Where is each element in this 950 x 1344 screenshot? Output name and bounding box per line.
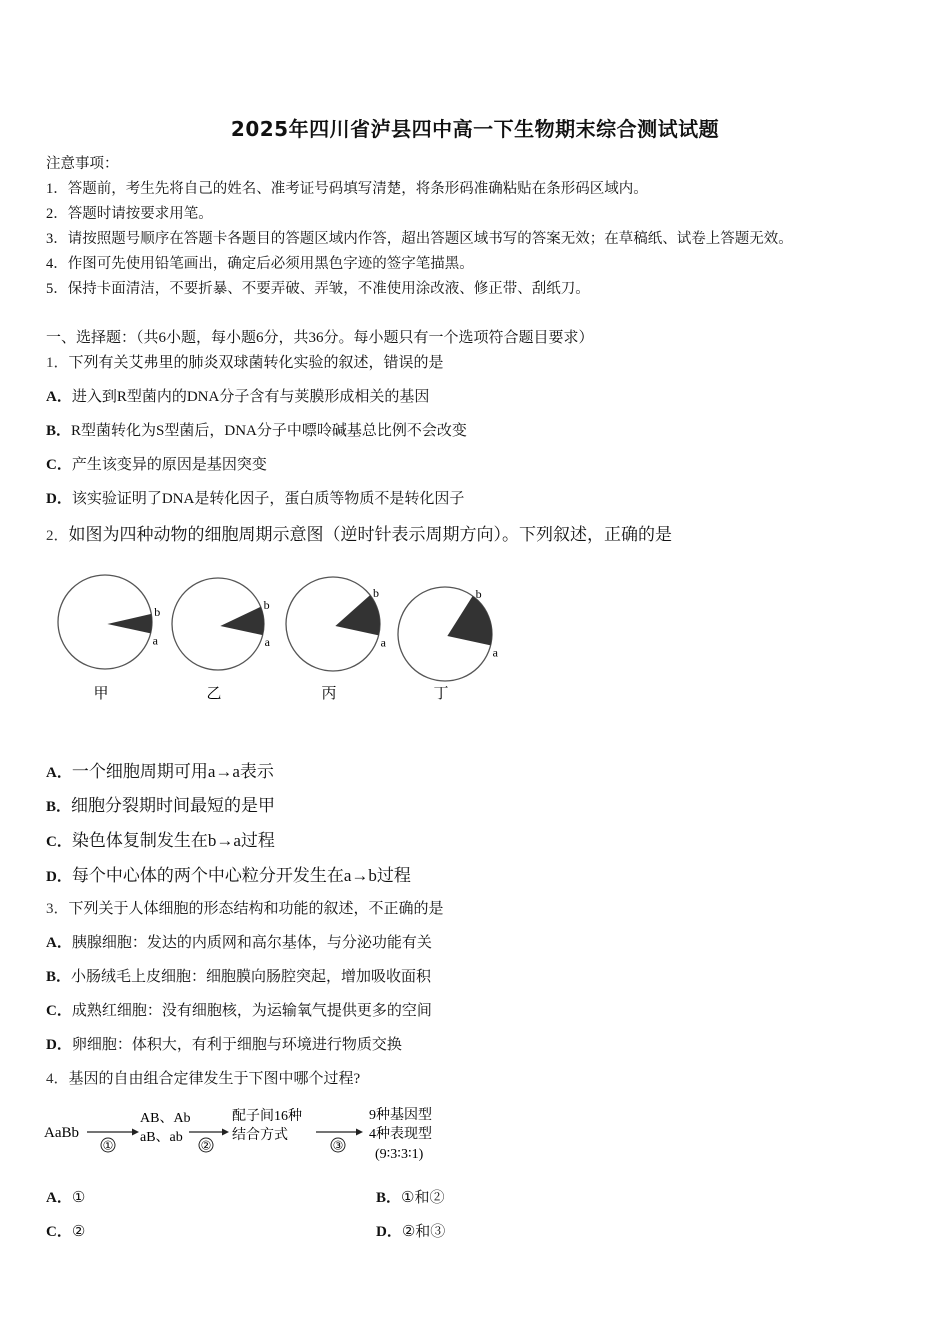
question-number: 1． (46, 355, 69, 371)
point-a-label: a (380, 635, 386, 650)
q2-option-c[interactable] (46, 826, 275, 851)
option-label: B． (46, 969, 72, 985)
q2-option-a[interactable] (46, 757, 274, 782)
question-stem: 下列有关艾弗里的肺炎双球菌转化实验的叙述，错误的是 (68, 355, 444, 371)
option-text: 该实验证明了DNA是转化因子，蛋白质等物质不是转化因子 (71, 491, 465, 507)
option-label: D． (46, 1037, 72, 1053)
division-phase-wedge (220, 607, 264, 635)
option-text: 每个中心体的两个中心粒分开发生在a→b过程 (71, 866, 411, 885)
point-b-label: b (475, 586, 482, 601)
q3-option-d[interactable] (46, 1033, 402, 1054)
notice-item: 1．答题前，考生先将自己的姓名、准考证号码填写清楚，将条形码准确粘贴在条形码区域内。 (46, 181, 648, 197)
section-heading: 一、选择题：（共6小题，每小题6分，共36分。每小题只有一个选项符合题目要求） (46, 330, 594, 346)
notice-item: 2．答题时请按要求用笔。 (46, 206, 213, 222)
q1-option-d[interactable] (46, 487, 464, 508)
arrow-2-head (222, 1129, 229, 1136)
cell-cycle-4 (398, 587, 499, 702)
q3-option-c[interactable] (46, 999, 432, 1020)
q4-option-c[interactable] (46, 1220, 85, 1241)
q2-option-d[interactable] (46, 861, 411, 886)
option-text: 成熟红细胞：没有细胞核，为运输氧气提供更多的空间 (71, 1003, 432, 1019)
step-3-label: ③ (332, 1138, 344, 1153)
arrow-1-head (132, 1129, 139, 1136)
question-4 (46, 1067, 360, 1088)
option-label: B． (46, 799, 72, 815)
page-title: 2025年四川省泸县四中高一下生物期末综合测试试题 (230, 117, 720, 141)
question-3 (46, 897, 444, 918)
question-number: 2． (46, 528, 69, 544)
cell-cycle-figure (50, 560, 520, 710)
question-stem: 下列关于人体细胞的形态结构和功能的叙述，不正确的是 (68, 901, 444, 917)
option-text: 卵细胞：体积大，有利于细胞与环境进行物质交换 (71, 1037, 402, 1053)
option-text: ① (71, 1190, 86, 1206)
option-text: 染色体复制发生在b→a过程 (71, 831, 275, 850)
option-label: B． (376, 1190, 402, 1206)
option-text: 细胞分裂期时间最短的是甲 (71, 796, 276, 815)
combination-line-2: 结合方式 (232, 1128, 288, 1143)
q1-option-b[interactable] (46, 419, 467, 440)
option-text: ②和③ (401, 1224, 446, 1240)
q4-option-b[interactable] (376, 1186, 444, 1207)
cycle-label: 甲 (93, 686, 109, 702)
step-1-label: ① (102, 1138, 114, 1153)
option-text: ①和② (401, 1190, 445, 1206)
point-b-label: b (154, 604, 161, 619)
option-label: A． (46, 765, 72, 781)
gene-process-figure (44, 1100, 464, 1170)
option-label: A． (46, 1190, 72, 1206)
option-label: C． (46, 457, 72, 473)
division-phase-wedge (447, 596, 492, 645)
cell-cycle-2 (172, 578, 271, 702)
division-phase-wedge (107, 614, 152, 634)
start-genotype: AaBb (44, 1125, 79, 1141)
option-label: C． (46, 834, 72, 850)
cell-cycle-1 (58, 575, 160, 702)
point-b-label: b (373, 586, 380, 601)
notice-item: 5．保持卡面清洁，不要折暴、不要弄破、弄皱，不准使用涂改液、修正带、刮纸刀。 (46, 281, 590, 297)
q2-option-b[interactable] (46, 791, 275, 816)
option-text: 产生该变异的原因是基因突变 (71, 457, 267, 473)
option-text: R型菌转化为S型菌后，DNA分子中嘌呤碱基总比例不会改变 (71, 423, 467, 439)
option-label: D． (376, 1224, 402, 1240)
notice-item: 3．请按照题号顺序在答题卡各题目的答题区域内作答，超出答题区域书写的答案无效；在草稿纸、试卷上答题无效。 (46, 231, 793, 247)
notice-heading: 注意事项： (46, 156, 119, 172)
step-2-label: ② (200, 1138, 212, 1153)
combination-line-1: 配子间16种 (232, 1109, 302, 1124)
question-2 (46, 520, 672, 545)
question-stem: 基因的自由组合定律发生于下图中哪个过程? (68, 1071, 361, 1087)
option-label: A． (46, 935, 72, 951)
option-text: 进入到R型菌内的DNA分子含有与荚膜形成相关的基因 (71, 389, 430, 405)
cycle-label: 丙 (321, 686, 337, 702)
arrow-3-head (356, 1129, 363, 1136)
point-b-label: b (263, 597, 270, 612)
question-stem: 如图为四种动物的细胞周期示意图（逆时针表示周期方向）。下列叙述，正确的是 (68, 525, 673, 544)
option-label: B． (46, 423, 72, 439)
option-label: A． (46, 389, 72, 405)
q1-option-c[interactable] (46, 453, 267, 474)
cycle-label: 丁 (433, 686, 449, 702)
option-text: 小肠绒毛上皮细胞：细胞膜向肠腔突起，增加吸收面积 (71, 969, 432, 985)
cell-cycle-3 (286, 577, 387, 702)
option-label: C． (46, 1224, 72, 1240)
question-1 (46, 351, 444, 372)
point-a-label: a (152, 633, 158, 648)
q4-option-d[interactable] (376, 1220, 445, 1241)
question-number: 3． (46, 901, 69, 917)
option-label: C． (46, 1003, 72, 1019)
cycle-label: 乙 (206, 686, 222, 702)
notice-item: 4．作图可先使用铅笔画出，确定后必须用黑色字迹的签字笔描黑。 (46, 256, 474, 272)
q4-option-a[interactable] (46, 1186, 85, 1207)
result-line-2: 4种表现型 (369, 1127, 432, 1142)
q3-option-a[interactable] (46, 931, 432, 952)
q1-option-a[interactable] (46, 385, 429, 406)
point-a-label: a (492, 645, 498, 660)
division-phase-wedge (335, 595, 380, 635)
gametes-line-1: AB、Ab (140, 1111, 191, 1126)
point-a-label: a (264, 635, 270, 650)
result-line-1: 9种基因型 (369, 1108, 432, 1123)
result-line-3: (9∶3∶3∶1) (375, 1147, 424, 1162)
option-text: ② (71, 1224, 86, 1240)
q3-option-b[interactable] (46, 965, 431, 986)
gametes-line-2: aB、ab (140, 1130, 183, 1145)
option-text: 胰腺细胞：发达的内质网和高尔基体，与分泌功能有关 (71, 935, 432, 951)
option-label: D． (46, 491, 72, 507)
option-text: 一个细胞周期可用a→a表示 (71, 762, 274, 781)
option-label: D． (46, 869, 72, 885)
question-number: 4． (46, 1071, 69, 1087)
